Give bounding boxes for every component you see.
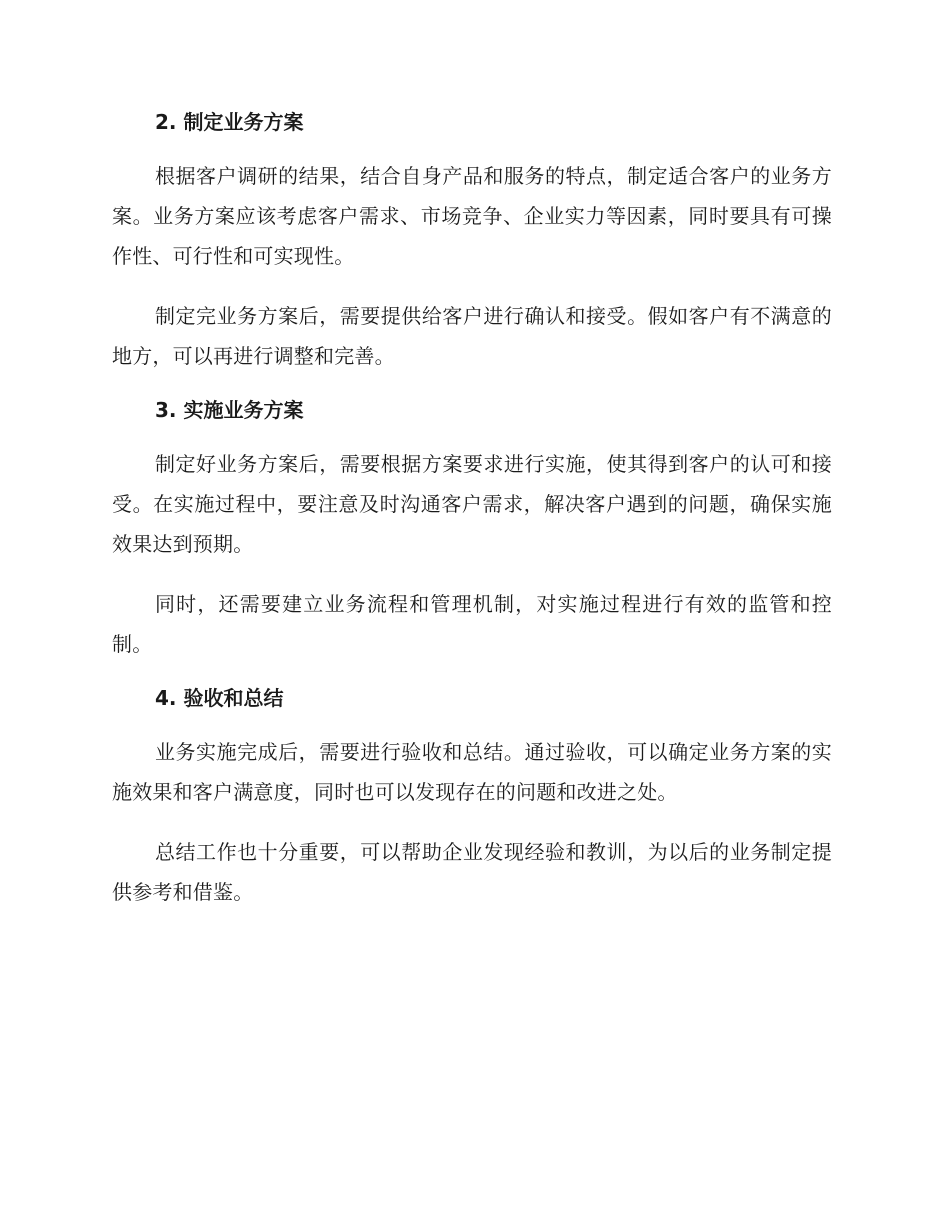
paragraph: 同时，还需要建立业务流程和管理机制，对实施过程进行有效的监管和控制。 xyxy=(112,592,832,656)
section-4 xyxy=(112,684,832,912)
section-3 xyxy=(112,396,832,664)
section-heading: 3. 实施业务方案 xyxy=(155,398,304,422)
document-page xyxy=(112,108,832,932)
section-2 xyxy=(112,108,832,376)
paragraph: 制定好业务方案后，需要根据方案要求进行实施，使其得到客户的认可和接受。在实施过程中，要注意及时沟通客户需求，解决客户遇到的问题，确保实施效果达到预期。 xyxy=(112,452,832,556)
paragraph: 根据客户调研的结果，结合自身产品和服务的特点，制定适合客户的业务方案。业务方案应该考虑客户需求、市场竞争、企业实力等因素，同时要具有可操作性、可行性和可实现性。 xyxy=(112,164,832,268)
paragraph: 制定完业务方案后，需要提供给客户进行确认和接受。假如客户有不满意的地方，可以再进行调整和完善。 xyxy=(112,304,832,368)
section-heading: 4. 验收和总结 xyxy=(155,686,284,710)
section-heading: 2. 制定业务方案 xyxy=(155,110,304,134)
paragraph: 总结工作也十分重要，可以帮助企业发现经验和教训，为以后的业务制定提供参考和借鉴。 xyxy=(112,840,832,904)
paragraph: 业务实施完成后，需要进行验收和总结。通过验收，可以确定业务方案的实施效果和客户满意度，同时也可以发现存在的问题和改进之处。 xyxy=(112,740,832,804)
